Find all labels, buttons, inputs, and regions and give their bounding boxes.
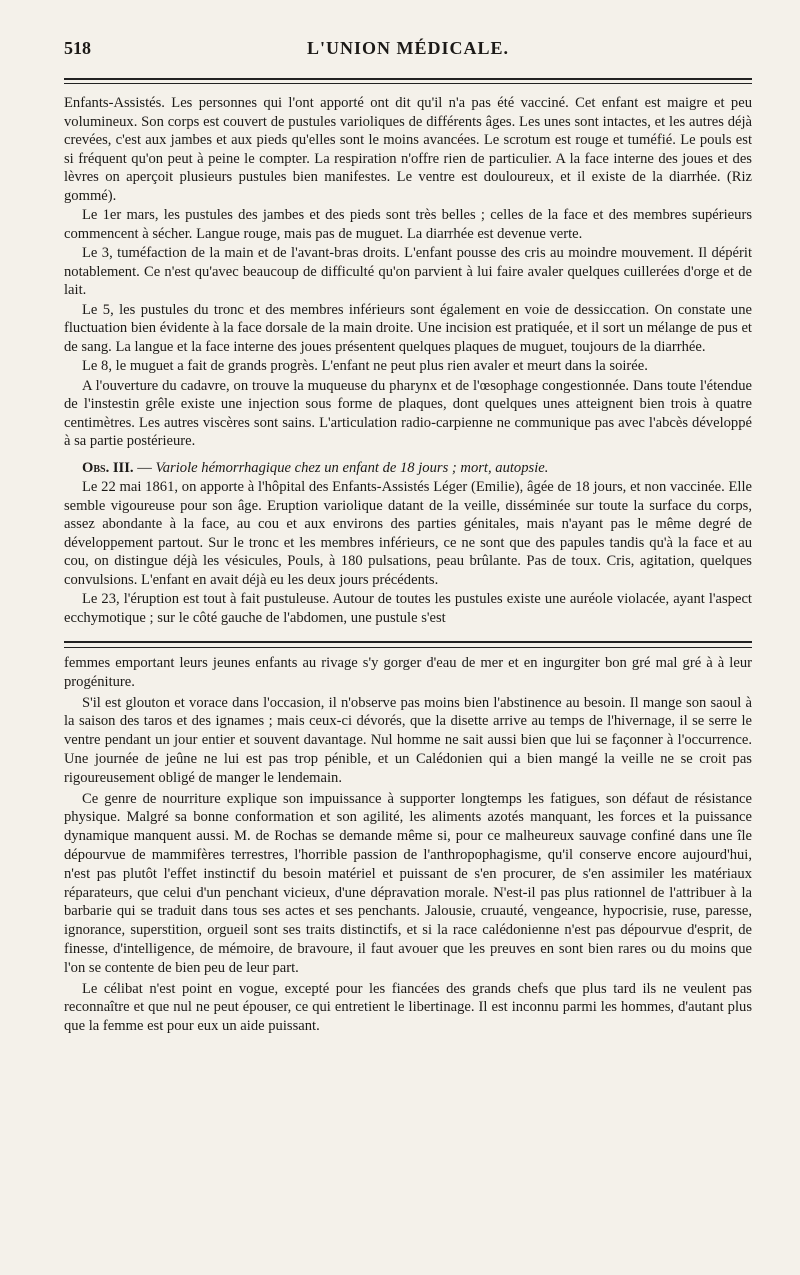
- header-rule-thin: [64, 83, 752, 84]
- header-rule: [64, 78, 752, 80]
- observation-heading: [64, 459, 752, 478]
- feuilleton-paragraph: Ce genre de nourriture explique son impuissance à supporter longtemps les fatigues, son défaut de résistance physique. Malgré sa bonne conformation et son agilité, les aliments azotés manquant, les forces et la puissance dynamique manquent aussi. M. de Rochas se demande même si, pour ce malheureux sauvage confiné dans une île dépourvue de mammifères terrestres, l'horrible passion de l'anthropophagisme, qu'il conserve encore aujourd'hui, n'est pas plutôt l'effet instinctif du besoin matériel et puissant de s'en procurer, de s'en assimiler les matériaux réparateurs, que celui d'un penchant vicieux, d'une dépravation morale. N'est-il pas plus rationnel de l'attribuer à la barbarie qui se traduit dans tous ses actes et ses penchants. Jalousie, cruauté, vengeance, hypocrisie, ruse, paresse, ignorance, superstition, orgueil sont ses traits distinctifs, et si la race calédonienne n'est pas dépourvue d'esprit, de finesse, d'intelligence, de mémoire, de bravoure, il faut avouer que les preuves en sont bien rares ou du moins que l'on se contente de bien peu de leur part.: [64, 790, 752, 976]
- page-header: [64, 38, 752, 66]
- observation-dash: —: [133, 459, 156, 476]
- main-text: [64, 94, 752, 627]
- paragraph: Le 8, le muguet a fait de grands progrès. L'enfant ne peut plus rien avaler et meurt dans la soirée.: [82, 358, 648, 374]
- paragraph: Le 23, l'éruption est tout à fait pustuleuse. Autour de toutes les pustules existe une auréole violacée, ayant l'aspect ecchymotique ; sur le côté gauche de l'abdomen, une pustule s'est: [64, 591, 752, 626]
- feuilleton-rule: [64, 641, 752, 643]
- observation-label: Obs. III.: [82, 459, 134, 476]
- paragraph: Le 22 mai 1861, on apporte à l'hôpital des Enfants-Assistés Léger (Emilie), âgée de 18 jours, et non vaccinée. Elle semble vigoureuse pour son âge. Eruption variolique datant de la veille, disséminée sur toute la surface du corps, assez abondante à la face, au cou et aux environs des parties génitales, mais n'ayant pas le même degré de développement partout. Sur le tronc et les membres inférieurs, ce ne sont que des papules tandis qu'à la face et au cou, on distingue déjà les vésicules, Pouls, à 180 pulsations, peau brûlante. Pas de toux. Cris, agitation, quelques convulsions. L'enfant en avait déjà eu les deux jours précédents.: [64, 479, 752, 588]
- paragraph: Le 3, tuméfaction de la main et de l'avant-bras droits. L'enfant pousse des cris au moindre mouvement. Il dépérit notablement. Ce n'est qu'avec beaucoup de difficulté qu'on parvient à lui faire avaler quelques cuillerées d'orge et de lait.: [64, 245, 752, 298]
- paragraph: Enfants-Assistés. Les personnes qui l'ont apporté ont dit qu'il n'a pas été vacciné. Cet enfant est maigre et peu volumineux. Son corps est couvert de pustules varioliques de différents âges. Les unes sont intactes, et les autres déjà crevées, c'est aux jambes et aux pieds qu'elles sont le moins avancées. Le scrotum est rouge et tuméfié. Le pouls est si fréquent qu'on peut à peine le compter. La respiration n'offre rien de particulier. A la face interne des joues et des lèvres on aperçoit plusieurs pustules bien manifestes. Le ventre est douloureux, et il existe de la diarrhée. (Riz gommé).: [64, 95, 752, 204]
- feuilleton-rule-thin: [64, 647, 752, 648]
- paragraph: Le 1er mars, les pustules des jambes et des pieds sont très belles ; celles de la face et des membres supérieurs commencent à sécher. Langue rouge, mais pas de muguet. La diarrhée est devenue verte.: [64, 207, 752, 242]
- paragraph: A l'ouverture du cadavre, on trouve la muqueuse du pharynx et de l'œsophage congestionnée. Dans toute l'étendue de l'instestin grêle existe une injection sous forme de plaques, dont quelques unes atteignent bien trois à quatre centimètres. Les autres viscères sont sains. L'articulation radio-carpienne ne communique pas avec l'abcès développé à sa partie postérieure.: [64, 377, 752, 449]
- page-number: 518: [64, 38, 91, 58]
- feuilleton-paragraph: S'il est glouton et vorace dans l'occasion, il n'observe pas moins bien l'abstinence au besoin. Il mange son saoul à la saison des taros et des ignames ; mais ceux-ci dévorés, que la disette arrive au temps de l'hivernage, il se serre le ventre pendant un jour entier et souvent davantage. Nul homme ne sait aussi bien que lui se façonner à l'occurrence. Une journée de jeûne ne lui est pas trop pénible, et un Calédonien qui a bien mangé la veille ne se croit pas rigoureusement obligé de manger le lendemain.: [64, 694, 752, 786]
- paragraph: Le 5, les pustules du tronc et des membres inférieurs sont également en voie de dessiccation. On constate une fluctuation bien évidente à la face dorsale de la main droite. Une incision est pratiquée, et il sort un mélange de pus et de sang. La langue et la face interne des joues présentent quelques plaques de muguet, toujours de la diarrhée.: [64, 301, 752, 355]
- feuilleton-text: [64, 654, 752, 1036]
- running-title: L'UNION MÉDICALE.: [306, 38, 510, 58]
- observation-title: Variole hémorrhagique chez un enfant de 18 jours ; mort, autopsie.: [155, 459, 549, 476]
- feuilleton-paragraph: femmes emportant leurs jeunes enfants au rivage s'y gorger d'eau de mer et en ingurgiter bon gré mal gré à à leur progéniture.: [64, 655, 752, 690]
- feuilleton-paragraph: Le célibat n'est point en vogue, excepté pour les fiancées des grands chefs que plus tard ils ne veulent pas reconnaître et que nul ne peut épouser, ce qui entretient le libertinage. Il est inconnu parmi les hommes, d'autant plus que la femme est pour eux un aide puissant.: [64, 980, 752, 1035]
